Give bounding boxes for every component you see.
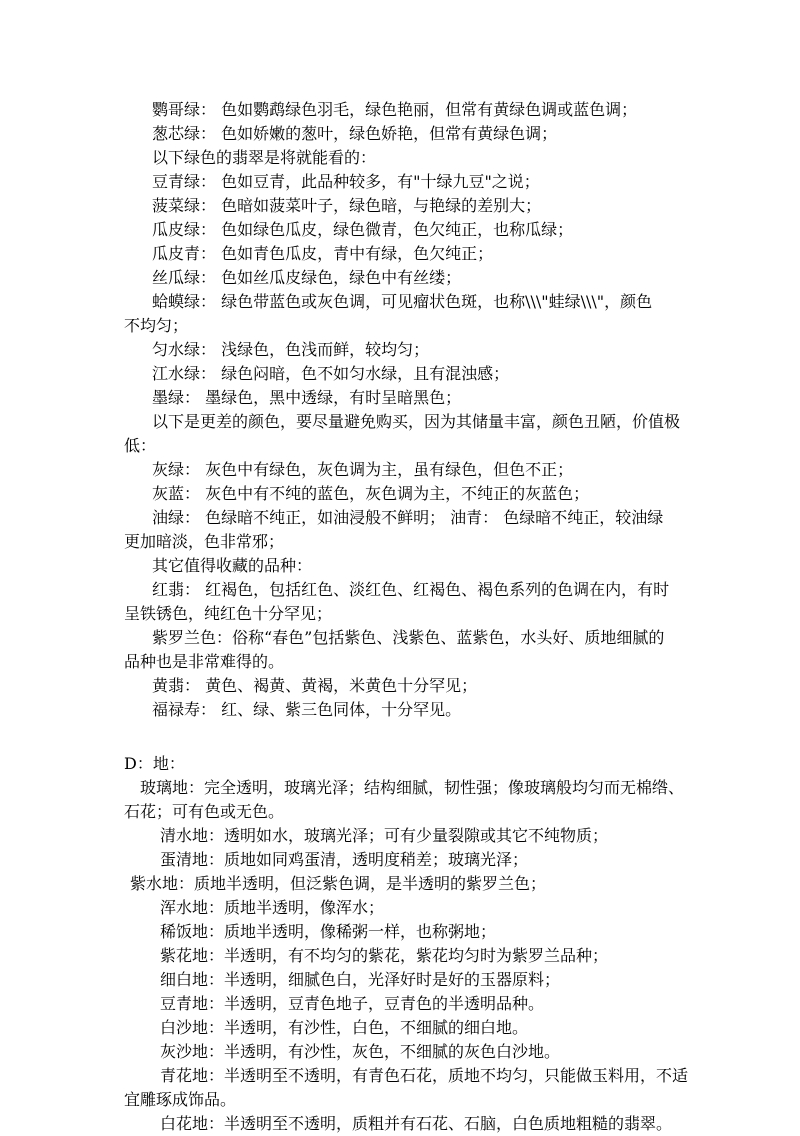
text-line: 红翡： 红褐色，包括红色、淡红色、红褐色、褐色系列的色调在内，有时 — [152, 580, 670, 599]
text-line: 江水绿： 绿色闷暗，色不如匀水绿，且有混浊感； — [152, 364, 510, 383]
text-line: 青花地：半透明至不透明，有青色石花，质地不均匀，只能做玉料用，不适 — [160, 1066, 689, 1085]
text-line: 白花地：半透明至不透明，质粗并有石花、石脑，白色质地粗糙的翡翠。 — [160, 1114, 673, 1133]
text-line: 紫罗兰色：俗称“春色”包括紫色、浅紫色、蓝紫色，水头好、质地细腻的 — [152, 628, 665, 647]
text-line: 蛤蟆绿： 绿色带蓝色或灰色调，可见瘤状色斑，也称\\\"蛙绿\\\"，颜色 — [152, 292, 653, 311]
text-line: 灰沙地：半透明，有沙性，灰色，不细腻的灰色白沙地。 — [160, 1042, 561, 1061]
text-line: 呈铁锈色，纯红色十分罕见； — [124, 604, 333, 623]
text-line: 浑水地：质地半透明，像浑水； — [160, 898, 385, 917]
text-line: 葱芯绿： 色如娇嫩的葱叶，绿色娇艳，但常有黄绿色调； — [152, 124, 558, 143]
text-line: 豆青绿： 色如豆青，此品种较多，有"十绿九豆"之说； — [152, 172, 540, 191]
text-line: 鹦哥绿： 色如鹦鹉绿色羽毛，绿色艳丽，但常有黄绿色调或蓝色调； — [152, 100, 638, 119]
text-line: 丝瓜绿： 色如丝瓜皮绿色，绿色中有丝缕； — [152, 268, 462, 287]
text-line: 低： — [124, 436, 157, 455]
text-line: 石花；可有色或无色。 — [124, 802, 285, 821]
text-line: 宜雕琢成饰品。 — [124, 1090, 237, 1109]
text-line: 瓜皮青： 色如青色瓜皮，青中有绿，色欠纯正； — [152, 244, 494, 263]
text-line: 紫花地：半透明，有不均匀的紫花，紫花均匀时为紫罗兰品种； — [160, 946, 609, 965]
text-line: 更加暗淡，色非常邪； — [124, 532, 285, 551]
text-line: 不均匀； — [124, 316, 189, 335]
text-line: 灰蓝： 灰色中有不纯的蓝色，灰色调为主，不纯正的灰蓝色； — [152, 484, 590, 503]
text-line: 灰绿： 灰色中有绿色，灰色调为主，虽有绿色，但色不正； — [152, 460, 574, 479]
text-line: 瓜皮绿： 色如绿色瓜皮，绿色微青，色欠纯正，也称瓜绿； — [152, 220, 574, 239]
text-line: 蛋清地：质地如同鸡蛋清，透明度稍差；玻璃光泽； — [160, 850, 529, 869]
text-line: 油绿： 色绿暗不纯正，如油浸般不鲜明； 油青： 色绿暗不纯正，较油绿 — [152, 508, 664, 527]
text-line: 以下绿色的翡翠是将就能看的： — [152, 148, 377, 167]
text-line: 菠菜绿： 色暗如菠菜叶子，绿色暗，与艳绿的差别大； — [152, 196, 542, 215]
text-line: 白沙地：半透明，有沙性，白色，不细腻的细白地。 — [160, 1018, 529, 1037]
section-heading: D：地： — [124, 754, 185, 773]
text-line: 清水地：透明如水，玻璃光泽；可有少量裂隙或其它不纯物质； — [160, 826, 609, 845]
text-line: 匀水绿： 浅绿色，色浅而鲜，较均匀； — [152, 340, 430, 359]
text-line: 紫水地：质地半透明，但泛紫色调，是半透明的紫罗兰色； — [130, 874, 547, 893]
text-line: 福禄寿： 红、绿、紫三色同体，十分罕见。 — [152, 700, 462, 719]
text-line: 以下是更差的颜色，要尽量避免购买，因为其储量丰富，颜色丑陋，价值极 — [152, 412, 681, 431]
text-line: 黄翡： 黄色、褐黄、黄褐，米黄色十分罕见； — [152, 676, 478, 695]
text-line: 细白地：半透明，细腻色白，光泽好时是好的玉器原料； — [160, 970, 561, 989]
text-line: 其它值得收藏的品种： — [152, 556, 313, 575]
text-line: 玻璃地：完全透明，玻璃光泽；结构细腻，韧性强；像玻璃般均匀而无棉绺、 — [140, 778, 685, 797]
text-line: 墨绿： 墨绿色，黑中透绿，有时呈暗黑色； — [152, 388, 462, 407]
text-line: 稀饭地：质地半透明，像稀粥一样，也称粥地； — [160, 922, 497, 941]
text-line: 豆青地：半透明，豆青色地子，豆青色的半透明品种。 — [160, 994, 545, 1013]
text-line: 品种也是非常难得的。 — [124, 652, 285, 671]
